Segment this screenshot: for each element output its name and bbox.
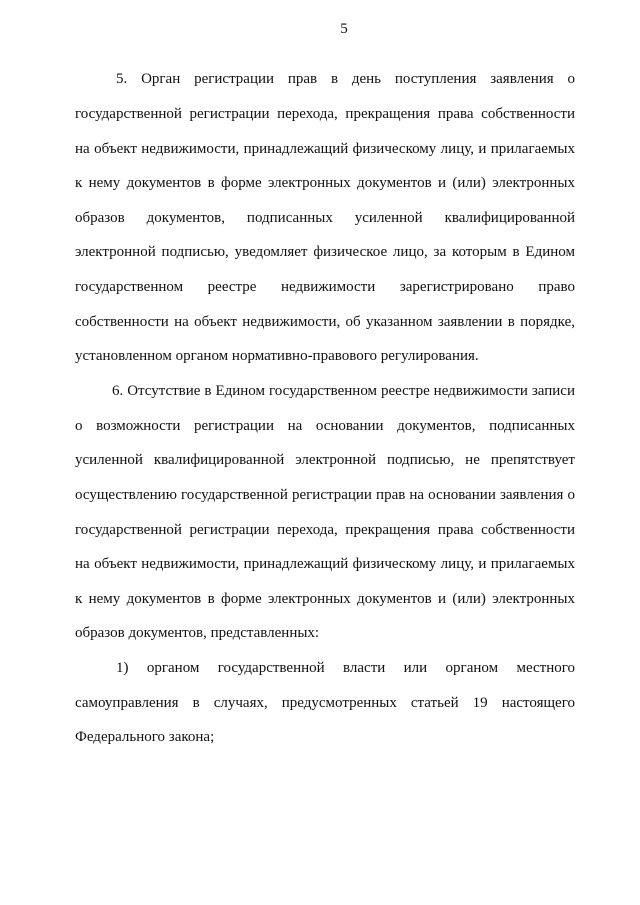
paragraph-6-line-7: к нему документов в форме электронных документов и (или) электронных: [75, 591, 575, 607]
paragraph-5-line-3: на объект недвижимости, принадлежащий физическому лицу, и прилагаемых: [75, 141, 575, 157]
paragraph-6-line-3: усиленной квалифицированной электронной подписью, не препятствует: [75, 452, 575, 468]
paragraph-5-line-7: государственном реестре недвижимости зарегистрировано право: [75, 279, 575, 295]
paragraph-5-line-1: 5. Орган регистрации прав в день поступления заявления о: [116, 71, 575, 87]
paragraph-6-line-1: 6. Отсутствие в Едином государственном реестре недвижимости записи: [112, 383, 575, 399]
item-1-line-2: самоуправления в случаях, предусмотренных статьей 19 настоящего: [75, 695, 575, 711]
paragraph-6-line-8: образов документов, представленных:: [75, 625, 320, 641]
paragraph-5-line-2: государственной регистрации перехода, прекращения права собственности: [75, 106, 575, 122]
paragraph-6-line-2: о возможности регистрации на основании документов, подписанных: [75, 418, 575, 434]
paragraph-5-line-5: образов документов, подписанных усиленной квалифицированной: [75, 210, 575, 226]
item-1-line-1: 1) органом государственной власти или органом местного: [116, 660, 575, 676]
paragraph-5-line-4: к нему документов в форме электронных документов и (или) электронных: [75, 175, 575, 191]
paragraph-5-line-9: установленном органом нормативно-правового регулирования.: [75, 348, 479, 364]
paragraph-5-line-8: собственности на объект недвижимости, об указанном заявлении в порядке,: [75, 314, 575, 330]
paragraph-6-line-4: осуществлению государственной регистрации прав на основании заявления о: [75, 487, 575, 503]
item-1-line-3: Федерального закона;: [75, 729, 215, 745]
paragraph-5-line-6: электронной подписью, уведомляет физическое лицо, за которым в Едином: [75, 244, 575, 260]
page-number: 5: [340, 21, 348, 37]
paragraph-6-line-6: на объект недвижимости, принадлежащий физическому лицу, и прилагаемых: [75, 556, 575, 572]
paragraph-6-line-5: государственной регистрации перехода, прекращения права собственности: [75, 522, 575, 538]
